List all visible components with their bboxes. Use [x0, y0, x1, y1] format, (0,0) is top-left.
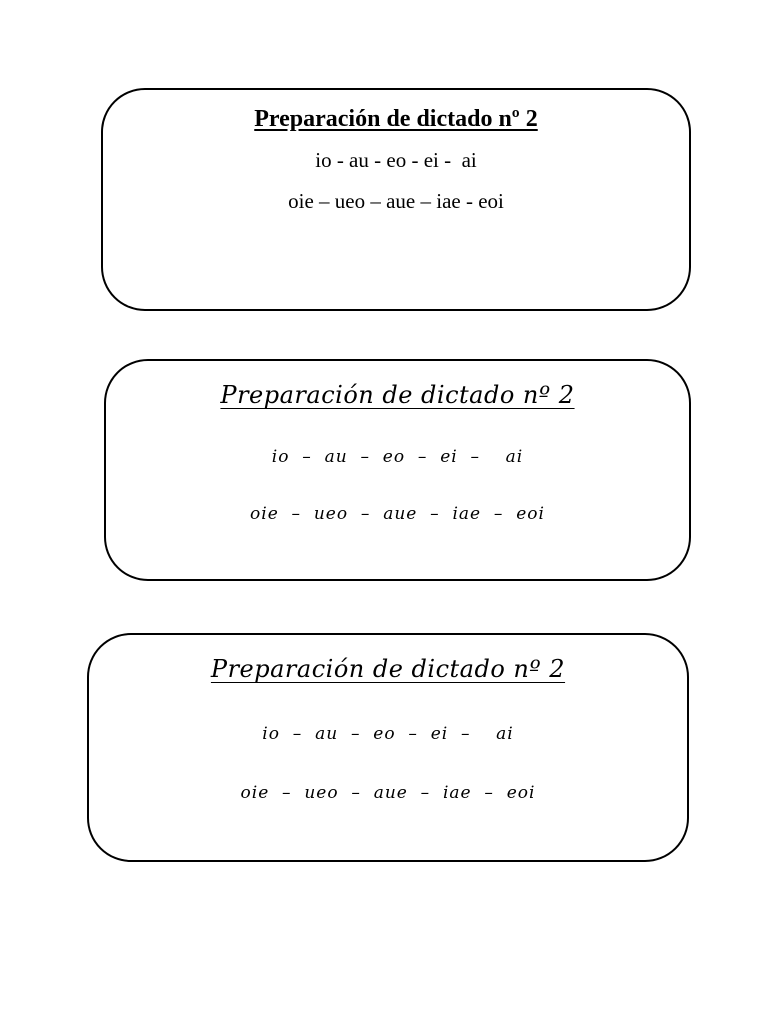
card-title: Preparación de dictado nº 2 — [220, 381, 575, 409]
vowel-triplets-line: oie – ueo – aue – iae - eoi — [288, 189, 504, 213]
vowel-pairs-line: io - au - eo - ei - ai — [315, 148, 477, 172]
card-title: Preparación de dictado nº 2 — [254, 106, 538, 132]
dictation-card-print — [101, 88, 691, 311]
dictation-card-cursive — [104, 359, 691, 581]
card-title: Preparación de dictado nº 2 — [210, 655, 566, 683]
dictation-card-cursive — [87, 633, 689, 862]
vowel-triplets-line: oie – ueo – aue – iae – eoi — [240, 783, 536, 803]
vowel-triplets-line: oie – ueo – aue – iae – eoi — [250, 504, 545, 524]
vowel-pairs-line: io – au – eo – ei – ai — [271, 447, 524, 467]
vowel-pairs-line: io – au – eo – ei – ai — [262, 724, 514, 744]
